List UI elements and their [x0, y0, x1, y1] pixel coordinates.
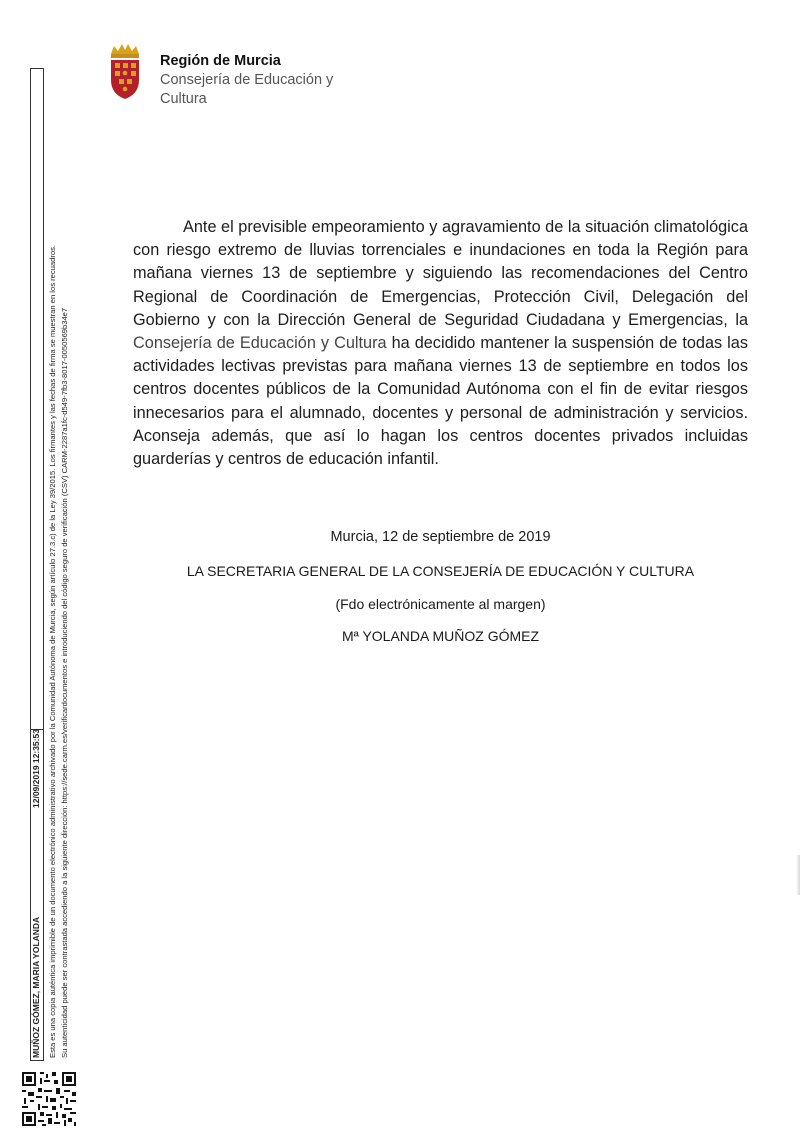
place-date: Murcia, 12 de septiembre de 2019 — [330, 529, 551, 545]
murcia-coat-of-arms-icon — [108, 42, 142, 100]
department-line-1: Consejería de Educación y — [160, 72, 334, 88]
signer-title: LA SECRETARIA GENERAL DE LA CONSEJERÍA DE EDUCACIÓN Y CULTURA — [186, 563, 695, 579]
organization-heading — [160, 52, 333, 109]
stamp-legal-line-2: Su autenticidad puede ser contrastada accediendo a la siguiente dirección: https://sede.carm.es/verificardocumentos e introduciendo del código seguro de verificación (CSV) CARM-2287a1fc-d549-7fb3-8017-0050569b34e7 — [60, 307, 69, 1058]
signature-stamp-box — [30, 68, 44, 1061]
paragraph-text-part2: ha decidido mantener la suspensión de todas las actividades lectivas previstas para mañana viernes 13 de septiembre en todos los centros docentes públicos de la Comunidad Autónoma con el fin de evitar riesgos innecesarios para el alumnado, docentes y personal de administración y servicios. Aconseja además, que así lo hagan los centros docentes privados incluidas guarderías y centros de educación infantil. — [133, 334, 748, 469]
announcement-paragraph — [133, 216, 748, 471]
stamp-legal-line-1: Esta es una copia auténtica imprimible de un documento electrónico administrativo archivado por la Comunidad Autónoma de Murcia, según artículo 27.3.c) de la Ley 39/2015. Los firmantes y las fechas de firma se muestran en los recuadros. — [48, 245, 57, 1058]
stamp-signer-name: MUÑOZ GÓMEZ, MARIA YOLANDA — [31, 916, 41, 1058]
department-line-2: Cultura — [160, 91, 207, 107]
stamp-signed-at: 12/09/2019 12:35:53 — [31, 729, 41, 808]
page-edge-shadow — [796, 855, 800, 895]
paragraph-department-name: Consejería de Educación y Cultura — [133, 334, 387, 353]
signer-name: Mª YOLANDA MUÑOZ GÓMEZ — [341, 628, 540, 644]
org-name: Región de Murcia — [160, 53, 281, 69]
qr-code-icon — [20, 1070, 78, 1128]
paragraph-text-part1: Ante el previsible empeoramiento y agravamiento de la situación climatológica con riesgo extremo de lluvias torrenciales e inundaciones en toda la Región para mañana viernes 13 de septiembre y siguiendo las recomendaciones del Centro Regional de Coordinación de Emergencias, Protección Civil, Delegación del Gobierno y con la Dirección General de Seguridad Ciudadana y Emergencias, la — [133, 218, 748, 329]
signature-note: (Fdo electrónicamente al margen) — [335, 596, 546, 612]
